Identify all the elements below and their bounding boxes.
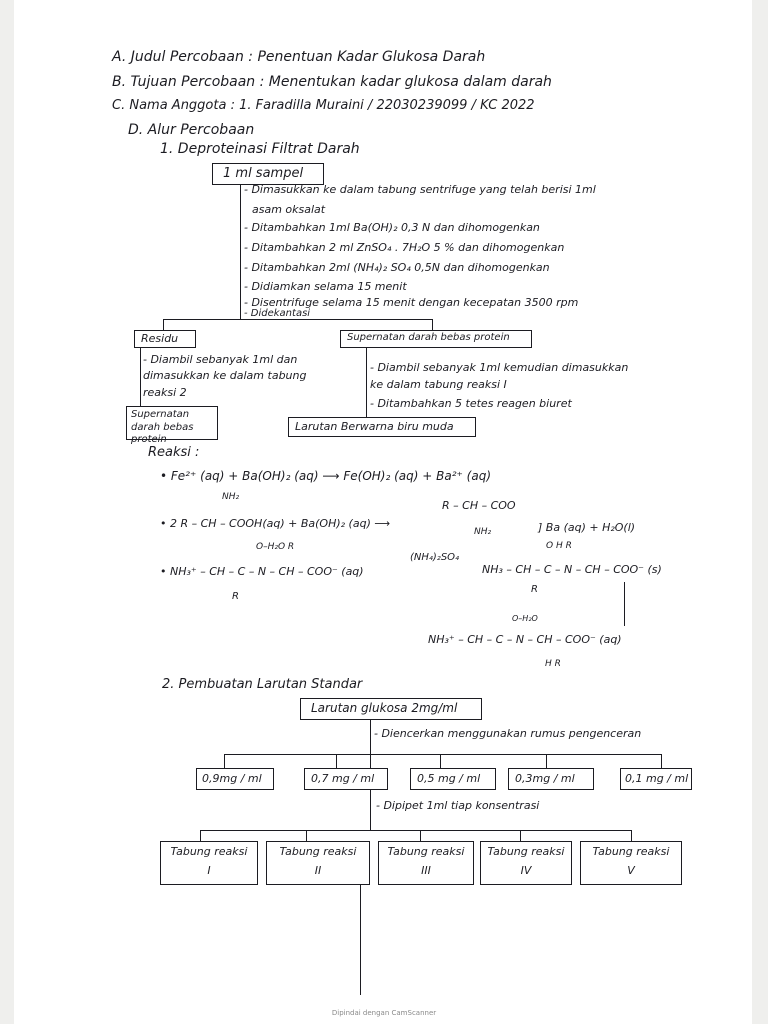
reaction-3-product-top: O H R [546,541,572,551]
conc-drop-2 [336,754,337,768]
scanner-footer: Dipindai dengan CamScanner [331,1009,437,1017]
bottom-vertical-line [360,885,361,995]
reaction-4: NH₃⁺ – CH – C – N – CH – COO⁻ (aq) [428,633,622,646]
tube-num-4: IV [520,864,532,877]
reaction-2-product-right: ] Ba (aq) + H₂O(l) [538,521,636,534]
concentration-box-3 [410,768,496,790]
tube-label-5: Tabung reaksi [592,845,670,858]
result-right-box [288,417,476,437]
section2-vertical-2 [370,790,371,830]
concentration-label-2: 0,7 mg / ml [311,772,375,785]
result-left-label: Supernatan darah bebas protein [131,409,194,445]
reaction-heading: Reaksi : [148,445,200,460]
concentration-label-4: 0,3mg / ml [515,772,575,785]
members-line: C. Nama Anggota : 1. Faradilla Muraini / 22030239099 / KC 2022 [112,98,535,113]
concentration-label-3: 0,5 mg / ml [417,772,481,785]
result-left-box [126,406,218,445]
residu-step-1: - Diambil sebanyak 1ml dan [143,353,298,366]
step-1b: asam oksalat [252,203,326,216]
tube-drop-3 [420,830,421,841]
step-1: - Dimasukkan ke dalam tabung sentrifuge yang telah berisi 1ml [244,183,596,196]
tube-box-2 [266,841,370,885]
supernatan-vertical-line [366,348,367,417]
residu-step-2: dimasukkan ke dalam tabung [143,369,307,382]
tube-drop-5 [631,830,632,841]
sample-box [212,163,324,185]
conc-drop-4 [546,754,547,768]
conc-drop-5 [661,754,662,768]
reaction-3-product: NH₃ – CH – C – N – CH – COO⁻ (s) [482,563,662,576]
tube-num-3: III [421,864,431,877]
concentration-label-5: 0,1 mg / ml [625,772,689,785]
tube-num-5: V [627,864,635,877]
step-3: - Ditambahkan 2 ml ZnSO₄ . 7H₂O 5 % dan dihomogenkan [244,241,565,254]
tube-label-2: Tabung reaksi [279,845,357,858]
objective-line: B. Tujuan Percobaan : Menentukan kadar glukosa dalam darah [112,74,552,90]
split-line [163,319,433,320]
main-vertical-line [240,185,241,319]
tube-num-2: II [314,864,322,877]
conc-drop-1 [224,754,225,768]
step-4: - Ditambahkan 2ml (NH₄)₂ SO₄ 0,5N dan dihomogenkan [244,261,550,274]
concentration-box-2 [304,768,388,790]
tube-box-1 [160,841,258,885]
tube-bar [200,830,632,831]
conc-drop-3 [440,754,441,768]
concentration-bar [224,754,662,755]
tube-drop-2 [306,830,307,841]
reaction-4-top: O–H₂O [512,614,538,623]
reaction-3-reagent: (NH₄)₂SO₄ [410,552,460,563]
supernatan-step-3: - Ditambahkan 5 tetes reagen biuret [370,397,572,410]
reaction-4-bottom: H R [545,659,561,669]
sample-box-label: 1 ml sampel [223,166,304,181]
residu-vertical-line [140,348,141,406]
step-5: - Didiamkan selama 15 menit [244,280,407,293]
supernatan-label: Supernatan darah bebas protein [347,332,510,343]
tube-box-4 [480,841,572,885]
reaction-2: • 2 R – CH – COOH(aq) + Ba(OH)₂ (aq) ⟶ [160,517,391,530]
reaction-1: • Fe²⁺ (aq) + Ba(OH)₂ (aq) ⟶ Fe(OH)₂ (aq) + Ba²⁺ (aq) [160,469,492,483]
supernatan-step-2: ke dalam tabung reaksi I [370,378,507,391]
glucose-stock-box [300,698,482,720]
reaction-3: • NH₃⁺ – CH – C – N – CH – COO⁻ (aq) [160,565,364,578]
residu-step-3: reaksi 2 [143,386,187,399]
procedure-heading: D. Alur Percobaan [128,122,255,138]
split-right-drop [432,319,433,330]
concentration-box-1 [196,768,274,790]
section2-vertical-1 [370,720,371,768]
title-line: A. Judul Percobaan : Penentuan Kadar Glukosa Darah [112,49,486,65]
tube-box-3 [378,841,474,885]
tube-drop-1 [200,830,201,841]
reaction-3-product-bottom: R [531,584,538,595]
concentration-box-4 [508,768,594,790]
pipette-step: - Dipipet 1ml tiap konsentrasi [376,799,540,812]
tube-label-1: Tabung reaksi [170,845,248,858]
reaction-3-top: O–H₂O R [256,542,295,552]
step-6: - Disentrifuge selama 15 menit dengan kecepatan 3500 rpm [244,296,579,309]
reaction-arrow-line [624,582,625,626]
step-7: - Didekantasi [244,308,311,319]
section2-title: 2. Pembuatan Larutan Standar [162,677,363,692]
supernatan-box [340,330,532,348]
dilution-step: - Diencerkan menggunakan rumus pengenceran [374,727,642,740]
reaction-2-product-top: R – CH – COO [442,499,516,512]
glucose-stock-label: Larutan glukosa 2mg/ml [311,701,458,715]
concentration-label-1: 0,9mg / ml [202,772,262,785]
tube-label-3: Tabung reaksi [387,845,465,858]
reaction-3-bottom: R [232,591,239,602]
tube-label-4: Tabung reaksi [487,845,565,858]
residu-label: Residu [141,332,179,345]
concentration-box-5 [620,768,692,790]
supernatan-step-1: - Diambil sebanyak 1ml kemudian dimasukkan [370,361,629,374]
split-left-drop [163,319,164,330]
reaction-2-product-bottom: NH₂ [474,527,492,537]
tube-drop-4 [520,830,521,841]
tube-num-1: I [207,864,211,877]
residu-box [134,330,196,348]
tube-box-5 [580,841,682,885]
step-2: - Ditambahkan 1ml Ba(OH)₂ 0,3 N dan dihomogenkan [244,221,540,234]
section1-title: 1. Deproteinasi Filtrat Darah [160,141,360,157]
result-right-label: Larutan Berwarna biru muda [295,420,454,433]
reaction-2-top: NH₂ [222,492,240,502]
